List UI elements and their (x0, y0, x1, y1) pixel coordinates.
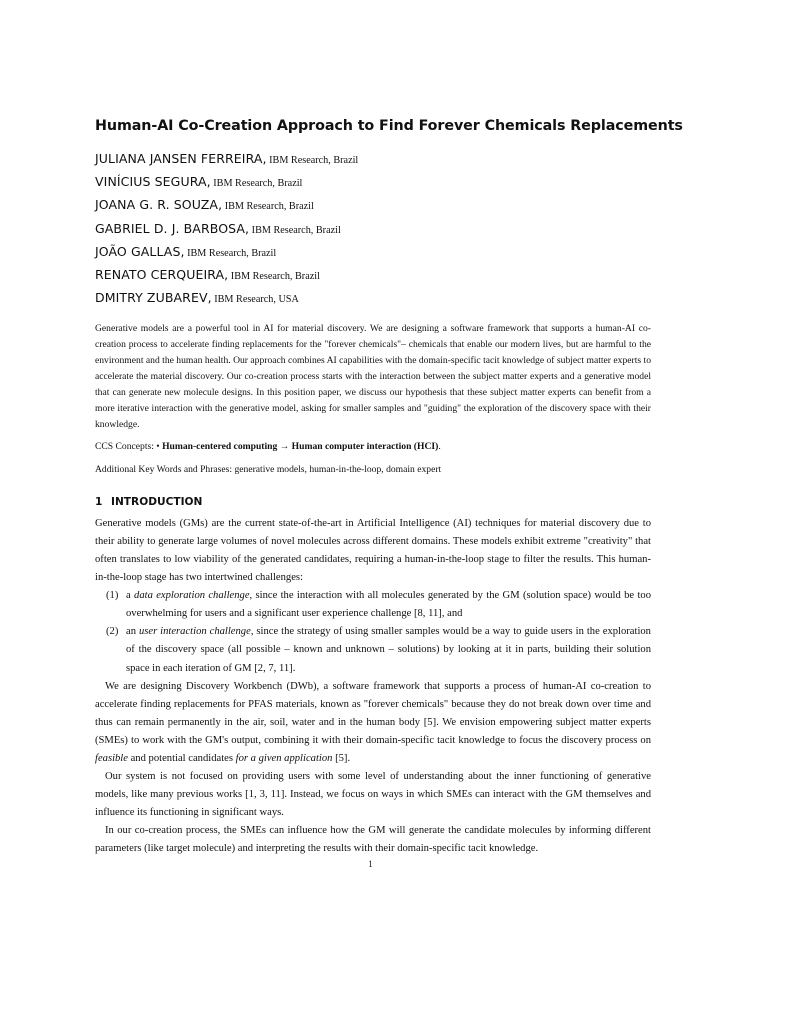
ccs-arrow: → (277, 440, 292, 452)
author-name: RENATO CERQUEIRA, (95, 267, 229, 283)
paragraph-text: and potential candidates (127, 752, 236, 764)
author-entry (95, 241, 651, 264)
author-name: DMITRY ZUBAREV, (95, 290, 212, 306)
section-number: 1 (95, 495, 103, 508)
author-entry (95, 264, 651, 287)
list-emphasis: user interaction challenge (138, 626, 251, 638)
author-affiliation: IBM Research, USA (211, 294, 299, 306)
challenge-item (95, 623, 651, 677)
ccs-concept-primary: Human-centered computing (162, 440, 278, 452)
author-entry (95, 218, 651, 241)
author-entry (95, 171, 651, 194)
author-affiliation: IBM Research, Brazil (210, 178, 303, 190)
page-number: 1 (368, 859, 373, 869)
ccs-end: . (438, 440, 441, 452)
list-number: (2) (106, 626, 119, 638)
challenge-item (95, 587, 651, 623)
paper-page (95, 118, 683, 859)
challenge-list (95, 587, 651, 677)
author-affiliation: IBM Research, Brazil (249, 224, 341, 236)
paragraph-emphasis: for a given application (235, 752, 333, 764)
author-name: VINÍCIUS SEGURA, (95, 174, 211, 190)
author-name: JOÃO GALLAS, (95, 243, 185, 259)
paragraph-text: We are designing Discovery Workbench (DWb), a software framework that supports a process of human-AI co-creation to accelerate finding replacements for PFAS materials, known as "forever chemicals" because they do not break down over time and thus can remain permanently in the air, soil, water and in the human body [5]. We envision empowering subject matter experts (SMEs) to work with the GM's output, combining it with their domain-specific tacit knowledge to focus the discovery process on (95, 680, 651, 746)
intro-paragraph-3: Our system is not focused on providing users with some level of understanding about the inner functioning of generative models, like many previous works [1, 3, 11]. Instead, we focus on ways in which SMEs can interact with the GM themselves and influence its functioning in significant ways. (95, 771, 651, 819)
abstract: Generative models are a powerful tool in AI for material discovery. We are designing a software framework that supports a human-AI co-creation process to accelerate finding replacements for the "forever chemicals"– chemicals that enable our modern lives, but are harmful to the environment and the human health. Our approach combines AI capabilities with the domain-specific tacit knowledge of subject matter experts to accelerate the material discovery. Our co-creation process starts with the interaction between the subject matter experts and a generative model that can generate new molecule designs. In this position paper, we discuss our hypothesis that these subject matter experts can benefit from a more iterative interaction with the generative model, asking for smaller samples and "guiding" the exploration of the discovery space with their knowledge. (95, 323, 651, 430)
intro-paragraph-2 (95, 678, 651, 768)
ccs-concept-secondary: Human computer interaction (HCI) (291, 440, 439, 452)
author-name: GABRIEL D. J. BARBOSA, (95, 220, 250, 236)
list-text: an (126, 626, 139, 638)
author-list (95, 148, 651, 310)
paragraph-emphasis: feasible (95, 752, 128, 764)
author-entry (95, 194, 651, 217)
list-text: , since the strategy of using smaller samples would be a way to guide users in the exploration of the discovery space (all possible – known and unknown – solutions) by looking at it in parts, building their solution space in each iteration of GM [2, 7, 11]. (126, 626, 651, 674)
author-entry (95, 287, 651, 310)
section-heading-introduction (95, 496, 651, 508)
list-number: (1) (106, 590, 119, 602)
author-affiliation: IBM Research, Brazil (228, 271, 320, 283)
author-affiliation: IBM Research, Brazil (266, 155, 359, 166)
author-affiliation: IBM Research, Brazil (222, 201, 314, 213)
intro-paragraph-1: Generative models (GMs) are the current state-of-the-art in Artificial Intelligence (AI) techniques for material discovery due to their ability to generate large volumes of novel molecules across different domains. These models exhibit extreme "creativity" that often translates to low viability of the generated candidates, requiring a human-in-the-loop stage to filter the results. This human-in-the-loop stage has two intertwined challenges: (95, 517, 651, 584)
ccs-concepts (95, 439, 651, 454)
paragraph-text: [5]. (332, 752, 351, 764)
author-name: JULIANA JANSEN FERREIRA, (95, 151, 267, 166)
author-entry (95, 148, 651, 171)
intro-paragraph-4: In our co-creation process, the SMEs can influence how the GM will generate the candidate molecules by informing different parameters (like target molecule) and interpreting the results with their domain-specific tacit knowledge. (95, 825, 651, 855)
author-name: JOANA G. R. SOUZA, (95, 197, 223, 213)
author-affiliation: IBM Research, Brazil (184, 247, 277, 259)
list-emphasis: data exploration challenge (134, 590, 250, 602)
ccs-label: CCS Concepts: • (95, 440, 163, 452)
section-title: INTRODUCTION (111, 495, 203, 508)
paper-title: Human-AI Co-Creation Approach to Find Forever Chemicals Replacements (95, 118, 683, 134)
keywords: Additional Key Words and Phrases: generative models, human-in-the-loop, domain expert (95, 463, 442, 475)
list-text: , since the interaction with all molecules generated by the GM (solution space) would be too overwhelming for users and a significant user experience challenge [8, 11], and (126, 590, 651, 620)
list-text: a (126, 590, 135, 602)
